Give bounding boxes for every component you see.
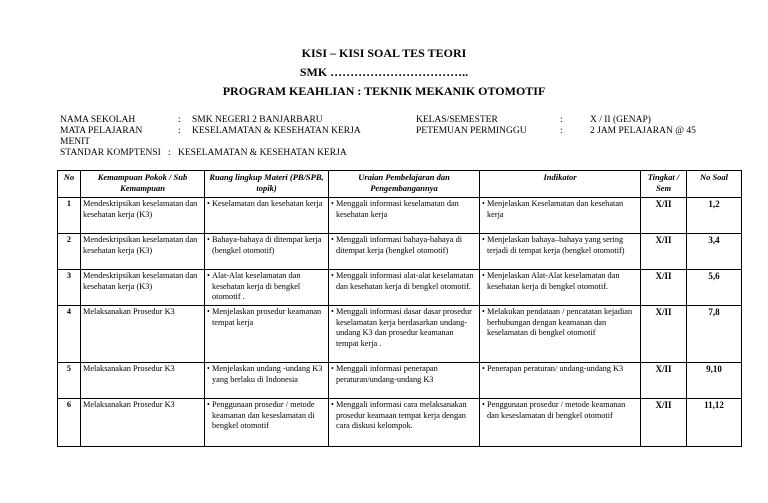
school-line: SMK …………………………….. — [299, 65, 469, 79]
colon: : — [560, 115, 563, 125]
bullet-icon: • — [207, 271, 210, 280]
cell-uraian: • Menggali informasi keselamatan dan kesehatan kerja — [329, 198, 480, 234]
bullet-icon: • — [207, 364, 210, 373]
col-header-no: No — [58, 171, 81, 198]
colon: : — [560, 126, 563, 136]
bullet-icon: • — [482, 199, 485, 208]
cell-no-soal: 11,12 — [687, 399, 742, 447]
cell-uraian: • Menggali informasi alat-alat keselamatan dan kesehatan kerja di bengkel otomotif. — [329, 270, 480, 306]
cell-no: 3 — [58, 270, 81, 306]
cell-kemampuan: Melaksanakan Prosedur K3 — [81, 399, 205, 447]
table-row — [58, 198, 742, 234]
bullet-icon: • — [207, 307, 210, 316]
document-title: KISI – KISI SOAL TES TEORI — [301, 46, 467, 60]
cell-kemampuan: Mendeskripsikan keselamatan dan kesehatan kerja (K3) — [81, 270, 205, 306]
cell-no-soal: 1,2 — [687, 198, 742, 234]
col-header-no-soal: No Soal — [687, 171, 742, 198]
col-header-indikator: Indikator — [480, 171, 641, 198]
cell-kemampuan: Mendeskripsikan keselamatan dan kesehatan kerja (K3) — [81, 198, 205, 234]
cell-tingkat: X/II — [641, 198, 687, 234]
table-row — [58, 363, 742, 399]
bullet-icon: • — [482, 400, 485, 409]
cell-indikator: • Penggunaan prosedur / metode keamanan dan keseslamatan di bengkel otomotif — [480, 399, 641, 447]
standar-value: KESELAMATAN & KESEHATAN KERJA — [178, 148, 347, 158]
cell-no-soal: 7,8 — [687, 306, 742, 363]
cell-materi: • Menjelaskan undang -undang K3 yang berlaku di Indonesia — [205, 363, 329, 399]
cell-tingkat: X/II — [641, 234, 687, 270]
cell-kemampuan: Melaksanakan Prosedur K3 — [81, 363, 205, 399]
cell-tingkat: X/II — [641, 399, 687, 447]
col-header-kemampuan: Kemampuan Pokok / Sub Kemampuan — [81, 171, 205, 198]
colon: : — [178, 115, 181, 125]
cell-no-soal: 3,4 — [687, 234, 742, 270]
cell-uraian: • Menggali informasi dasar dasar prosedur keselamatan kerja berdasarkan undang- undang K3 dan prosedur keamanan tempat kerja . — [329, 306, 480, 363]
cell-uraian: • Menggali informasi bahaya-bahaya di ditempat kerja (bengkel otomotif) — [329, 234, 480, 270]
col-header-tingkat: Tingkat / Sem — [641, 171, 687, 198]
table-header-row — [58, 171, 742, 198]
table-row — [58, 270, 742, 306]
cell-tingkat: X/II — [641, 363, 687, 399]
cell-kemampuan: Mendeskripsikan keselamatan dan kesehatan kerja (K3) — [81, 234, 205, 270]
cell-no: 2 — [58, 234, 81, 270]
cell-materi: • Keselamatan dan kesehatan kerja — [205, 198, 329, 234]
bullet-icon: • — [207, 235, 210, 244]
cell-no: 5 — [58, 363, 81, 399]
meta-row-2 — [60, 126, 750, 137]
bullet-icon: • — [331, 400, 334, 409]
cell-materi: • Bahaya-bahaya di ditempat kerja (bengkel otomotif) — [205, 234, 329, 270]
cell-no: 4 — [58, 306, 81, 363]
cell-no-soal: 9,10 — [687, 363, 742, 399]
meta-row-4 — [60, 148, 750, 159]
col-header-uraian: Uraian Pembelajaran dan Pengembangannya — [329, 171, 480, 198]
cell-materi: • Menjelaskan prosedur keamanan tempat kerja — [205, 306, 329, 363]
cell-indikator: • Menjelaskan bahaya–bahaya yang sering terjadi di tempat kerja (bengkel otomotif) — [480, 234, 641, 270]
cell-no: 1 — [58, 198, 81, 234]
mata-pelajaran-value: KESELAMATAN & KESEHATAN KERJA — [192, 126, 361, 136]
cell-uraian: • Menggali informasi penerapan peraturan/undang-undang K3 — [329, 363, 480, 399]
standar-label: STANDAR KOMPTENSI — [60, 148, 161, 158]
cell-indikator: • Menjelaskan Alat-Alat keselamatan dan kesehatan kerja di bengkel otomotif. — [480, 270, 641, 306]
cell-tingkat: X/II — [641, 270, 687, 306]
table-row — [58, 306, 742, 363]
cell-no: 6 — [58, 399, 81, 447]
menit-text: MENIT — [60, 137, 91, 147]
cell-kemampuan: Melaksanakan Prosedur K3 — [81, 306, 205, 363]
colon: : — [178, 126, 181, 136]
bullet-icon: • — [482, 271, 485, 280]
cell-uraian: • Menggali informasi cara melaksanakan prosedur keamaan tempat kerja dengan cara diskusi kelompok. — [329, 399, 480, 447]
document-header — [0, 44, 768, 101]
nama-sekolah-value: SMK NEGERI 2 BANJARBARU — [192, 115, 323, 125]
cell-tingkat: X/II — [641, 306, 687, 363]
table-row — [58, 399, 742, 447]
cell-no-soal: 5,6 — [687, 270, 742, 306]
pertemuan-value: 2 JAM PELAJARAN @ 45 — [590, 126, 696, 136]
program-title: PROGRAM KEAHLIAN : TEKNIK MEKANIK OTOMOTIF — [222, 84, 546, 98]
kisi-table — [57, 170, 742, 447]
meta-row-1 — [60, 115, 750, 126]
cell-materi: • Alat-Alat keselamatan dan kesehatan kerja di bengkel otomotif . — [205, 270, 329, 306]
bullet-icon: • — [331, 364, 334, 373]
colon: : — [168, 148, 171, 158]
mata-pelajaran-label: MATA PELAJARAN — [60, 126, 143, 136]
nama-sekolah-label: NAMA SEKOLAH — [60, 115, 136, 125]
kelas-value: X / II (GENAP) — [590, 115, 651, 125]
bullet-icon: • — [331, 307, 334, 316]
table-row — [58, 234, 742, 270]
pertemuan-label: PETEMUAN PERMINGGU — [416, 126, 527, 136]
meta-row-3 — [60, 137, 750, 148]
col-header-materi: Ruang lingkup Materi (PB/SPB, topik) — [205, 171, 329, 198]
bullet-icon: • — [482, 307, 485, 316]
bullet-icon: • — [207, 400, 210, 409]
cell-indikator: • Penerapan peraturan/ undang-undang K3 — [480, 363, 641, 399]
kelas-label: KELAS/SEMESTER — [416, 115, 498, 125]
bullet-icon: • — [331, 199, 334, 208]
cell-indikator: • Menjelaskan Keselamatan dan kesehatan kerja — [480, 198, 641, 234]
cell-materi: • Penggunaan prosedur / metode keamanan dan keseslamatan di bengkel otomotif — [205, 399, 329, 447]
bullet-icon: • — [331, 271, 334, 280]
bullet-icon: • — [331, 235, 334, 244]
cell-indikator: • Melakukan pendataan / pencatatan kejadian berhubungan dengan keamanan dan keselamatan di bengkel otomotif — [480, 306, 641, 363]
bullet-icon: • — [482, 235, 485, 244]
bullet-icon: • — [482, 364, 485, 373]
document-meta — [60, 115, 750, 159]
bullet-icon: • — [207, 199, 210, 208]
